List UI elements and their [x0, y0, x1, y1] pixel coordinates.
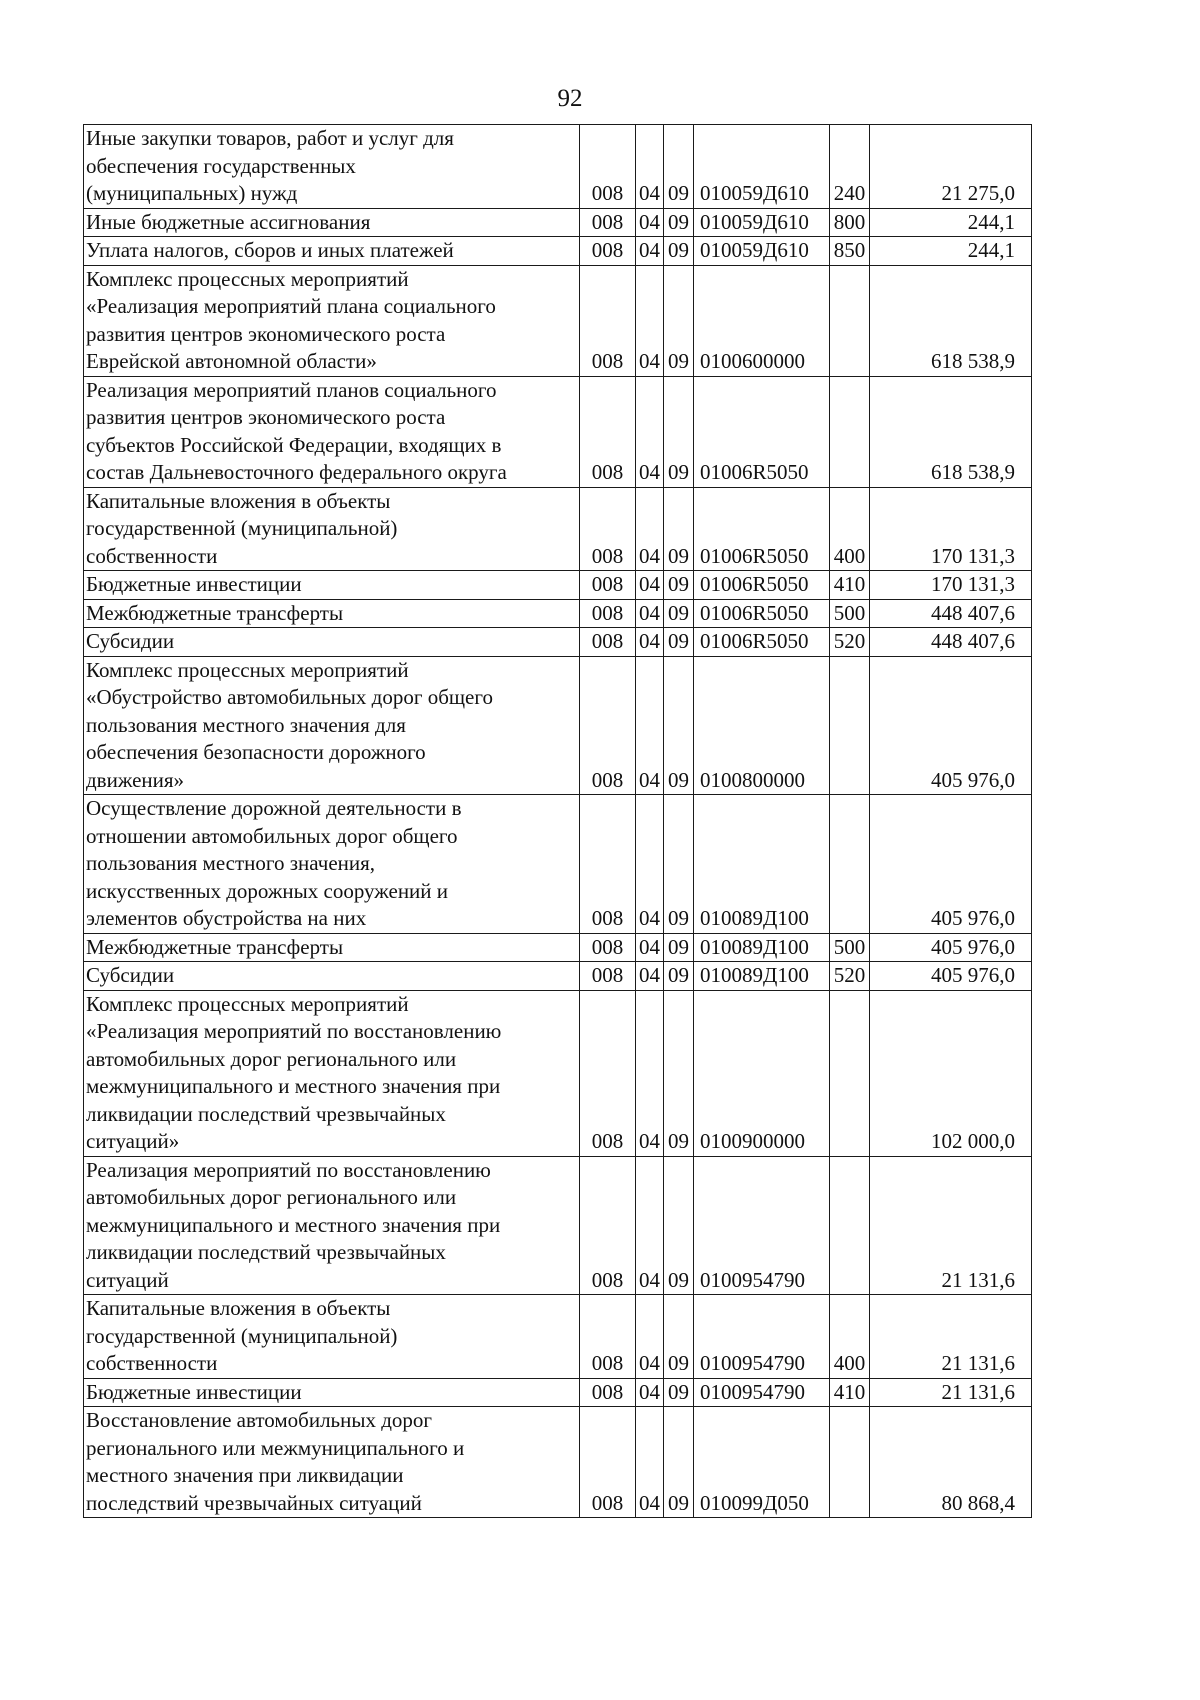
row-name-text: Иные закупки товаров, работ и услуг для обеспечения государственных (муниципальных) нужд	[86, 126, 454, 205]
row-target-article-code: 0100600000	[694, 265, 830, 376]
row-section-code: 04	[636, 376, 664, 487]
row-expense-type-code	[830, 1407, 870, 1518]
row-name	[84, 1295, 580, 1379]
row-amount: 448 407,6	[870, 599, 1032, 628]
row-expense-type-code: 850	[830, 237, 870, 266]
row-name-text: Субсидии	[86, 963, 175, 987]
row-name-text: Иные бюджетные ассигнования	[86, 209, 371, 234]
row-amount: 618 538,9	[870, 376, 1032, 487]
row-amount: 170 131,3	[870, 571, 1032, 600]
row-ministry-code: 008	[580, 208, 636, 237]
row-expense-type-code: 400	[830, 1295, 870, 1379]
row-name	[84, 1378, 580, 1407]
row-subsection-code: 09	[664, 1407, 694, 1518]
row-name	[84, 1156, 580, 1295]
row-amount: 244,1	[870, 208, 1032, 237]
row-target-article-code: 010099Д050	[694, 1407, 830, 1518]
row-expense-type-code: 240	[830, 125, 870, 209]
row-name-text: Капитальные вложения в объекты государственной (муниципальной) собственности	[86, 1296, 398, 1375]
table-row	[84, 265, 1032, 376]
row-ministry-code: 008	[580, 1295, 636, 1379]
table-row	[84, 933, 1032, 962]
table-row	[84, 208, 1032, 237]
row-name-text: Восстановление автомобильных дорог регионального или межмуниципального и местного значения при ликвидации последствий чрезвычайных ситуаций	[86, 1408, 465, 1515]
row-name-text: Межбюджетные трансферты	[86, 600, 344, 625]
row-section-code: 04	[636, 265, 664, 376]
row-name	[84, 628, 580, 657]
page-number: 92	[557, 85, 583, 112]
row-amount: 405 976,0	[870, 795, 1032, 934]
row-ministry-code: 008	[580, 265, 636, 376]
table-row	[84, 656, 1032, 795]
row-ministry-code: 008	[580, 599, 636, 628]
row-ministry-code: 008	[580, 656, 636, 795]
row-ministry-code: 008	[580, 376, 636, 487]
row-target-article-code: 0100900000	[694, 990, 830, 1156]
table-row	[84, 990, 1032, 1156]
row-expense-type-code	[830, 990, 870, 1156]
row-name-text: Комплекс процессных мероприятий «Реализация мероприятий по восстановлению автомобильных дорог регионального или межмуниципального и местного значения при ликвидации последствий чрезвычайных ситуаций»	[86, 991, 502, 1153]
table-row	[84, 571, 1032, 600]
row-name-text: Осуществление дорожной деятельности в отношении автомобильных дорог общего пользования местного значения, искусственных дорожных сооружений и элементов обустройства на них	[86, 796, 462, 930]
row-ministry-code: 008	[580, 990, 636, 1156]
table-row	[84, 628, 1032, 657]
row-amount: 21 131,6	[870, 1295, 1032, 1379]
row-name	[84, 962, 580, 991]
row-name-text: Субсидии	[86, 629, 175, 653]
row-target-article-code: 010089Д100	[694, 962, 830, 991]
row-target-article-code: 0100954790	[694, 1295, 830, 1379]
row-expense-type-code: 520	[830, 628, 870, 657]
table-row	[84, 125, 1032, 209]
row-section-code: 04	[636, 962, 664, 991]
row-target-article-code: 0100800000	[694, 656, 830, 795]
row-amount: 405 976,0	[870, 962, 1032, 991]
row-subsection-code: 09	[664, 962, 694, 991]
row-section-code: 04	[636, 1407, 664, 1518]
row-section-code: 04	[636, 1156, 664, 1295]
row-target-article-code: 01006R5050	[694, 571, 830, 600]
table-row	[84, 795, 1032, 934]
row-expense-type-code: 520	[830, 962, 870, 991]
row-name	[84, 933, 580, 962]
row-target-article-code: 0100954790	[694, 1378, 830, 1407]
row-amount: 102 000,0	[870, 990, 1032, 1156]
row-amount: 244,1	[870, 237, 1032, 266]
row-subsection-code: 09	[664, 125, 694, 209]
row-subsection-code: 09	[664, 933, 694, 962]
row-section-code: 04	[636, 656, 664, 795]
row-target-article-code: 01006R5050	[694, 599, 830, 628]
row-expense-type-code	[830, 1156, 870, 1295]
row-target-article-code: 01006R5050	[694, 628, 830, 657]
row-expense-type-code	[830, 265, 870, 376]
budget-table	[83, 124, 1032, 1518]
row-expense-type-code: 400	[830, 487, 870, 571]
row-amount: 80 868,4	[870, 1407, 1032, 1518]
table-row	[84, 376, 1032, 487]
row-section-code: 04	[636, 1295, 664, 1379]
row-name	[84, 1407, 580, 1518]
budget-table-body	[84, 125, 1032, 1518]
row-ministry-code: 008	[580, 795, 636, 934]
table-row	[84, 1407, 1032, 1518]
row-ministry-code: 008	[580, 125, 636, 209]
row-subsection-code: 09	[664, 237, 694, 266]
row-subsection-code: 09	[664, 795, 694, 934]
row-section-code: 04	[636, 628, 664, 657]
row-name	[84, 599, 580, 628]
row-subsection-code: 09	[664, 1156, 694, 1295]
table-row	[84, 237, 1032, 266]
row-ministry-code: 008	[580, 237, 636, 266]
row-target-article-code: 01006R5050	[694, 376, 830, 487]
row-section-code: 04	[636, 933, 664, 962]
row-expense-type-code	[830, 795, 870, 934]
row-ministry-code: 008	[580, 487, 636, 571]
row-expense-type-code: 800	[830, 208, 870, 237]
row-amount: 170 131,3	[870, 487, 1032, 571]
row-section-code: 04	[636, 487, 664, 571]
row-name-text: Комплекс процессных мероприятий «Реализация мероприятий плана социального развития центров экономического роста Еврейской автономной области»	[86, 266, 496, 373]
table-row	[84, 962, 1032, 991]
row-subsection-code: 09	[664, 990, 694, 1156]
table-row	[84, 487, 1032, 571]
row-name-text: Уплата налогов, сборов и иных платежей	[86, 238, 454, 262]
row-expense-type-code: 410	[830, 571, 870, 600]
row-subsection-code: 09	[664, 265, 694, 376]
row-subsection-code: 09	[664, 656, 694, 795]
row-name	[84, 125, 580, 209]
row-ministry-code: 008	[580, 571, 636, 600]
row-target-article-code: 010059Д610	[694, 125, 830, 209]
row-name	[84, 208, 580, 237]
row-expense-type-code: 500	[830, 933, 870, 962]
row-expense-type-code: 500	[830, 599, 870, 628]
row-name	[84, 237, 580, 266]
row-target-article-code: 010059Д610	[694, 208, 830, 237]
row-subsection-code: 09	[664, 376, 694, 487]
row-name	[84, 571, 580, 600]
row-name	[84, 487, 580, 571]
row-amount: 21 275,0	[870, 125, 1032, 209]
row-amount: 405 976,0	[870, 933, 1032, 962]
row-target-article-code: 0100954790	[694, 1156, 830, 1295]
row-name	[84, 656, 580, 795]
row-name	[84, 265, 580, 376]
row-target-article-code: 01006R5050	[694, 487, 830, 571]
row-name-text: Бюджетные инвестиции	[86, 1379, 302, 1404]
row-name-text: Реализация мероприятий по восстановлению автомобильных дорог регионального или межмуниципального и местного значения при ликвидации последствий чрезвычайных ситуаций	[86, 1157, 501, 1292]
row-name-text: Реализация мероприятий планов социального развития центров экономического роста субъектов Российской Федерации, входящих в состав Дальневосточного федерального округа	[86, 377, 507, 484]
row-name-text: Комплекс процессных мероприятий «Обустройство автомобильных дорог общего пользования местного значения для обеспечения безопасности дорожного движения»	[86, 657, 493, 792]
table-row	[84, 1156, 1032, 1295]
row-amount: 21 131,6	[870, 1378, 1032, 1407]
row-name	[84, 990, 580, 1156]
row-section-code: 04	[636, 571, 664, 600]
row-target-article-code: 010089Д100	[694, 795, 830, 934]
row-amount: 21 131,6	[870, 1156, 1032, 1295]
row-name	[84, 376, 580, 487]
table-row	[84, 1378, 1032, 1407]
table-row	[84, 1295, 1032, 1379]
row-expense-type-code	[830, 376, 870, 487]
row-target-article-code: 010089Д100	[694, 933, 830, 962]
row-amount: 405 976,0	[870, 656, 1032, 795]
row-section-code: 04	[636, 1378, 664, 1407]
row-name-text: Бюджетные инвестиции	[86, 572, 302, 596]
row-subsection-code: 09	[664, 208, 694, 237]
row-ministry-code: 008	[580, 1156, 636, 1295]
row-ministry-code: 008	[580, 628, 636, 657]
table-row	[84, 599, 1032, 628]
row-ministry-code: 008	[580, 1378, 636, 1407]
row-subsection-code: 09	[664, 1295, 694, 1379]
row-ministry-code: 008	[580, 962, 636, 991]
row-expense-type-code: 410	[830, 1378, 870, 1407]
row-ministry-code: 008	[580, 1407, 636, 1518]
row-subsection-code: 09	[664, 599, 694, 628]
row-subsection-code: 09	[664, 628, 694, 657]
row-section-code: 04	[636, 125, 664, 209]
row-subsection-code: 09	[664, 571, 694, 600]
row-section-code: 04	[636, 237, 664, 266]
row-name-text: Капитальные вложения в объекты государственной (муниципальной) собственности	[86, 488, 398, 568]
row-name-text: Межбюджетные трансферты	[86, 934, 344, 959]
row-name	[84, 795, 580, 934]
row-subsection-code: 09	[664, 487, 694, 571]
row-section-code: 04	[636, 208, 664, 237]
row-amount: 448 407,6	[870, 628, 1032, 657]
row-target-article-code: 010059Д610	[694, 237, 830, 266]
row-amount: 618 538,9	[870, 265, 1032, 376]
row-subsection-code: 09	[664, 1378, 694, 1407]
row-section-code: 04	[636, 795, 664, 934]
row-ministry-code: 008	[580, 933, 636, 962]
row-expense-type-code	[830, 656, 870, 795]
row-section-code: 04	[636, 990, 664, 1156]
row-section-code: 04	[636, 599, 664, 628]
